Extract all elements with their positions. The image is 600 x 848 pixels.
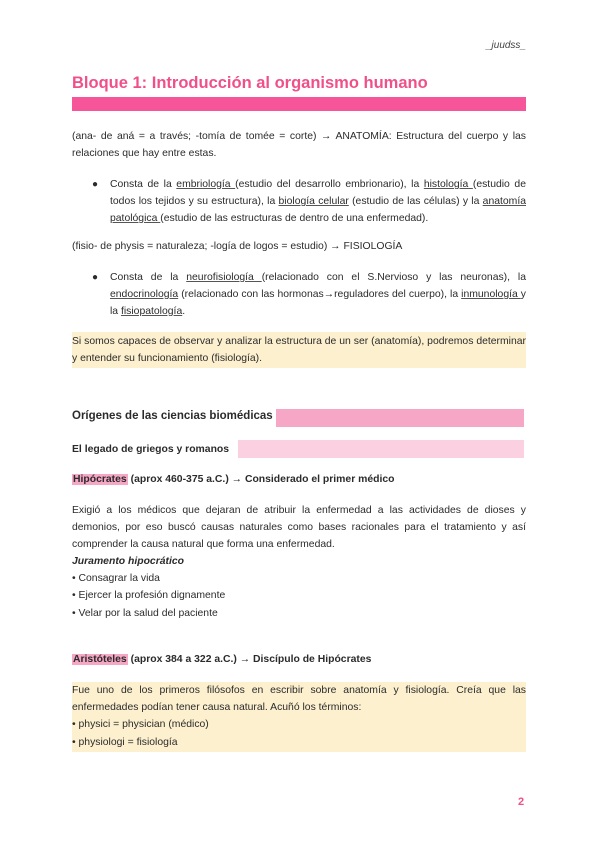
section-heading-bar <box>276 409 524 427</box>
bullet-dot: ● <box>92 272 99 283</box>
section-heading: Orígenes de las ciencias biomédicas <box>72 410 273 422</box>
anatomia-paragraph: (ana- de aná = a través; -tomía de tomée = corte) → ANATOMÍA: Estructura del cuerpo y las relaciones que hay entre estas. <box>72 131 526 159</box>
bullet-text: Consta de la neurofisiología (relacionado con el S.Nervioso y las neuronas), la endocrinología (relacionado con las hormonas→reguladores del cuerpo), la inmunología y la fisiopatología. <box>110 272 526 317</box>
title-underline-bar <box>72 97 526 111</box>
term-inmunologia: inmunología <box>461 289 521 300</box>
oath-title: Juramento hipocrático <box>72 556 185 567</box>
anatomia-fisiologia-highlight: Si somos capaces de observar y analizar la estructura de un ser (anatomía), podremos determinar y entender su funcionamiento (fisiología). <box>72 336 526 364</box>
term-item: • physici = physician (médico) <box>72 719 209 730</box>
aristoteles-heading: Aristóteles (aprox 384 a 322 a.C.) → Discípulo de Hipócrates <box>73 654 372 665</box>
term-neurofisiologia: neurofisiología <box>186 272 262 283</box>
subsection-heading-bar <box>238 440 524 458</box>
aristoteles-paragraph: Fue uno de los primeros filósofos en escribir sobre anatomía y fisiología. Creía que las enfermedades podían tener causa natural. Acuñó los términos: <box>72 685 526 713</box>
bullet-dot: ● <box>92 179 99 190</box>
fisiologia-paragraph: (fisio- de physis = naturaleza; -logía de logos = estudio) → FISIOLOGÍA <box>72 241 403 252</box>
subsection-heading: El legado de griegos y romanos <box>72 444 230 455</box>
hipocrates-heading: Hipócrates (aprox 460-375 a.C.) → Considerado el primer médico <box>73 474 395 485</box>
term-embriologia: embriología <box>176 179 236 190</box>
author-tag: _juudss_ <box>485 40 526 51</box>
fisiologia-bullet <box>92 269 526 320</box>
bullet-text: Consta de la embriología (estudio del desarrollo embrionario), la histología (estudio de todos los tejidos y su estructura), la biología celular (estudio de las células) y la anatomía patológica (estudio de las estructuras de dentro de una enfermedad). <box>110 179 526 224</box>
term-histologia: histología <box>423 179 473 190</box>
oath-item: • Velar por la salud del paciente <box>72 608 218 619</box>
term-fisiopatologia: fisiopatología <box>120 306 183 317</box>
oath-item: • Consagrar la vida <box>72 573 160 584</box>
hipocrates-paragraph: Exigió a los médicos que dejaran de atribuir la enfermedad a las actividades de dioses y demonios, por eso buscó causas naturales como bases racionales para el tratamiento y así comprender la causa natural que forma una enfermedad. <box>72 505 526 550</box>
term-biologia-celular: biología celular <box>278 196 349 207</box>
page-number: 2 <box>518 796 525 808</box>
term-anatomia-patologica: anatomía patológica <box>110 196 526 224</box>
term-endocrinologia: endocrinología <box>110 289 179 300</box>
anatomia-bullet <box>92 176 526 227</box>
oath-item: • Ejercer la profesión dignamente <box>72 590 226 601</box>
aristoteles-name: Aristóteles <box>73 654 127 665</box>
hipocrates-name: Hipócrates <box>73 474 127 485</box>
page-title: Bloque 1: Introducción al organismo humano <box>72 74 428 92</box>
term-item: • physiologi = fisiología <box>72 737 178 748</box>
